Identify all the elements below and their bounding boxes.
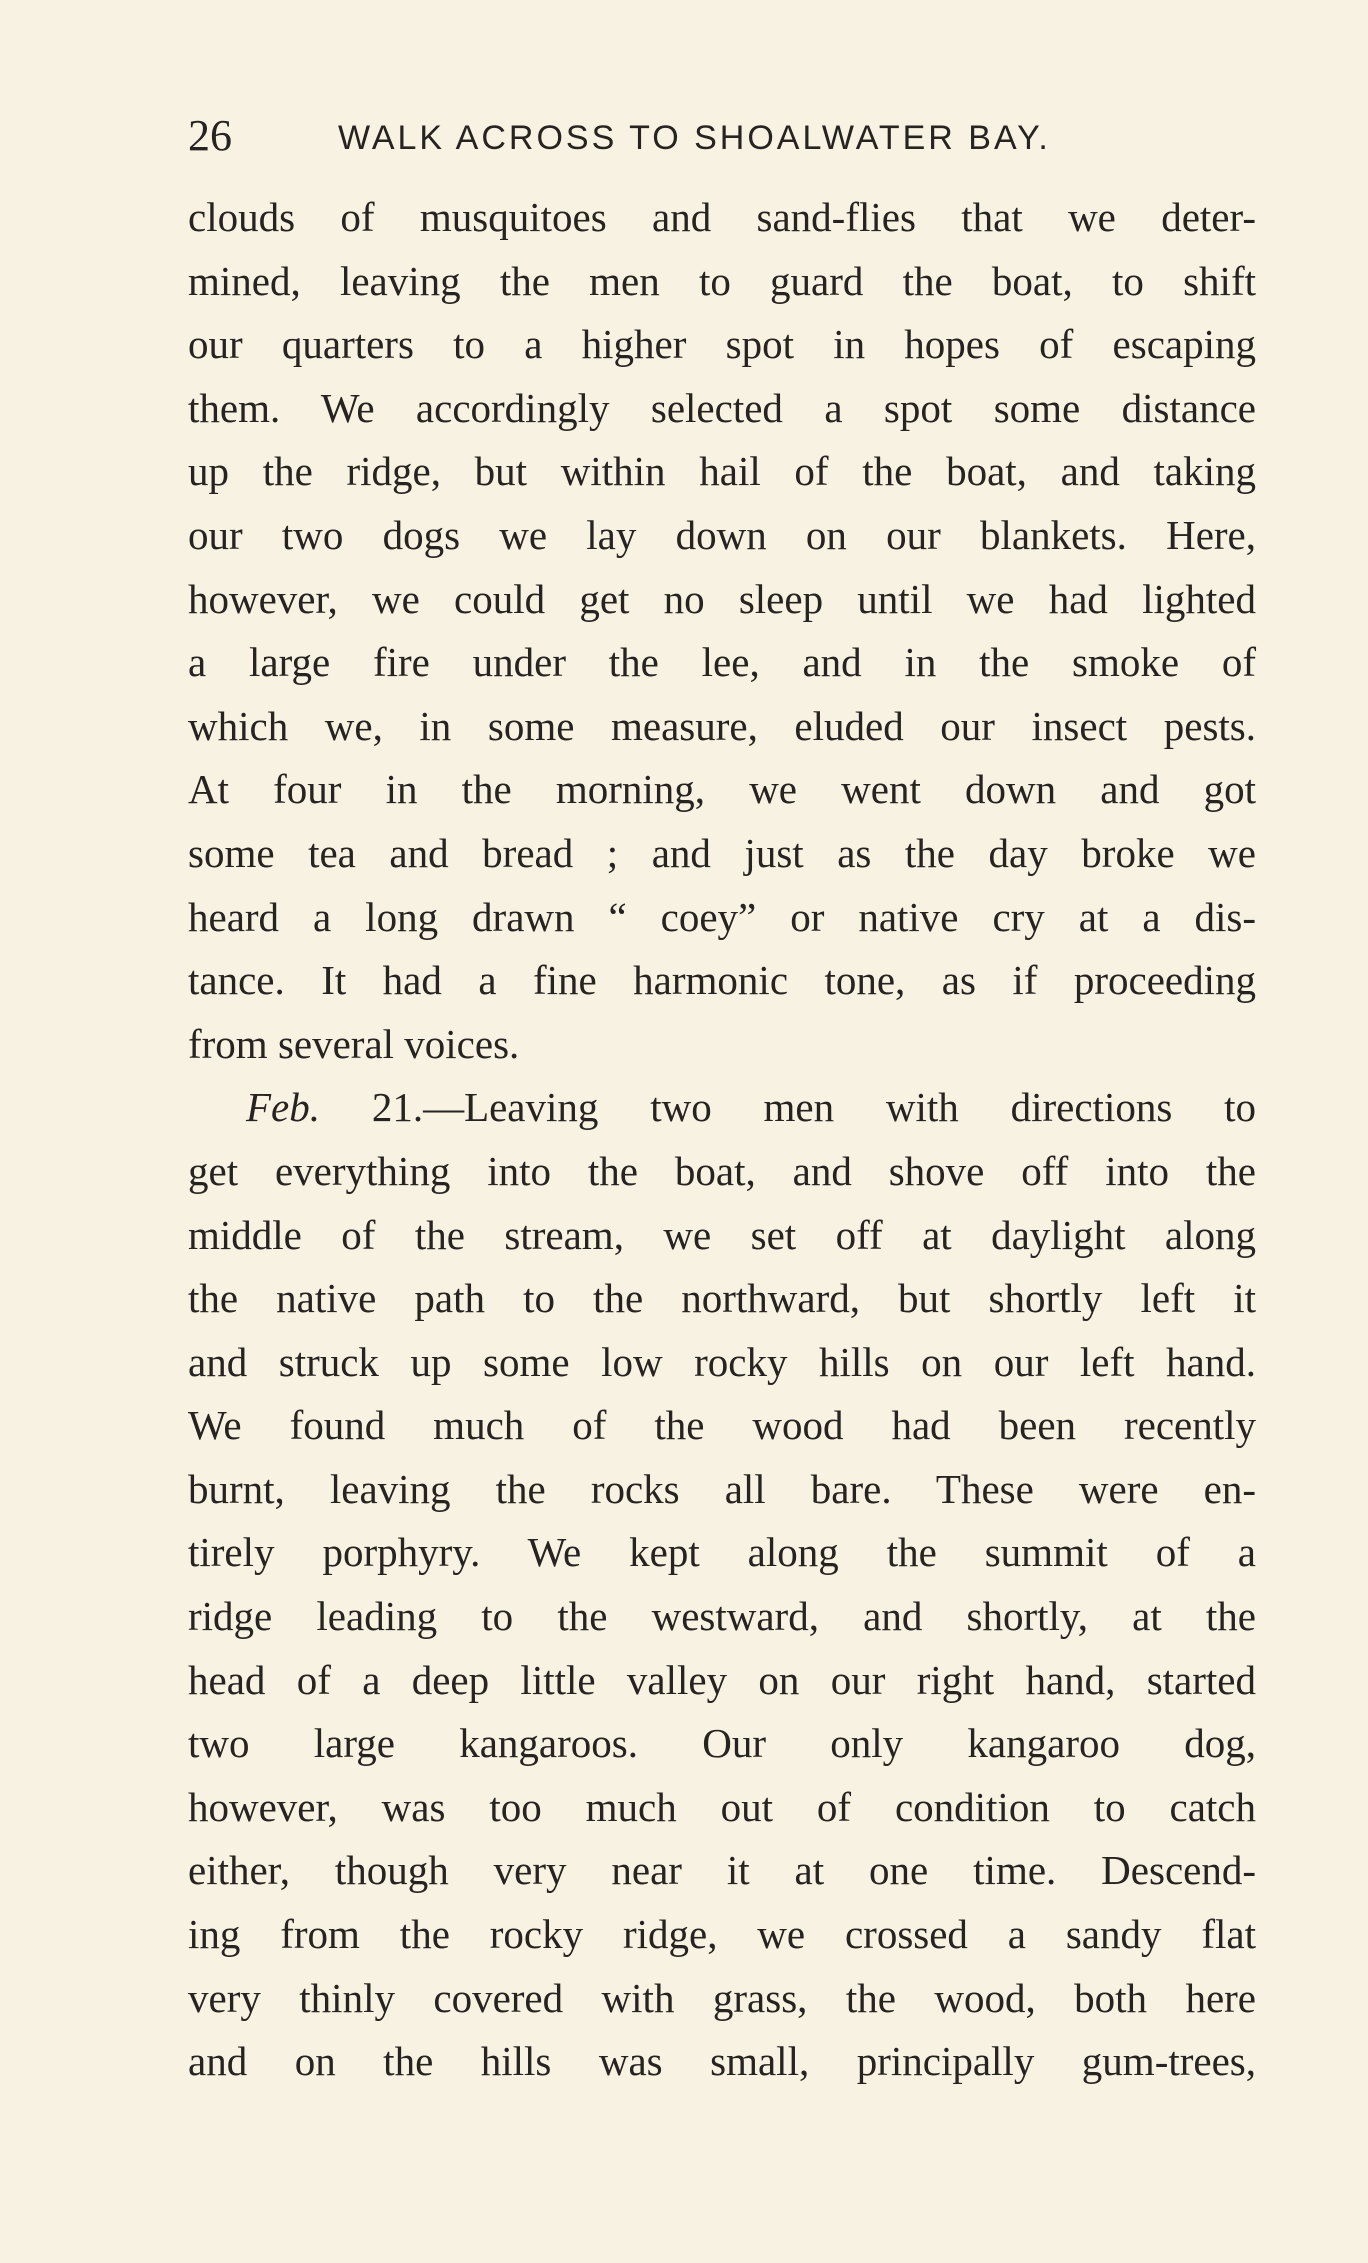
text-line: from several voices. [188, 1020, 520, 1067]
page-number: 26 [188, 111, 232, 160]
text-line: and struck up some low rocky hills on our left hand. [188, 1338, 1256, 1385]
text-line-fragment: 21.—Leaving two men with directions to [371, 1084, 1256, 1131]
text-line: burnt, leaving the rocks all bare. These were en- [188, 1465, 1256, 1512]
running-title: WALK ACROSS TO SHOALWATER BAY. [338, 119, 1051, 157]
text-line: clouds of musquitoes and sand-flies that we deter- [188, 194, 1256, 240]
dated-paragraph-line [188, 1076, 1256, 1140]
text-line: however, was too much out of condition to catch [188, 1783, 1256, 1830]
text-line: a large fire under the lee, and in the smoke of [188, 639, 1256, 686]
text-line: two large kangaroos. Our only kangaroo dog, [188, 1720, 1256, 1767]
text-line: the native path to the northward, but shortly left it [188, 1275, 1256, 1322]
text-line: up the ridge, but within hail of the boat, and taking [188, 448, 1256, 495]
text-line: mined, leaving the men to guard the boat, to shift [188, 257, 1256, 304]
text-line: ridge leading to the westward, and shortly, at the [188, 1593, 1256, 1640]
text-line: middle of the stream, we set off at daylight along [188, 1211, 1256, 1258]
text-line: them. We accordingly selected a spot some distance [188, 384, 1256, 431]
text-line: get everything into the boat, and shove off into the [188, 1147, 1256, 1194]
text-line: tirely porphyry. We kept along the summit of a [188, 1529, 1256, 1576]
text-line: At four in the morning, we went down and got [188, 766, 1256, 813]
text-line: our quarters to a higher spot in hopes of escaping [188, 321, 1256, 368]
text-line: tance. It had a fine harmonic tone, as if proceeding [188, 957, 1256, 1004]
running-head [188, 108, 1258, 168]
text-line: either, though very near it at one time. Descend- [188, 1847, 1256, 1894]
text-line: very thinly covered with grass, the wood, both here [188, 1974, 1256, 2021]
text-line: and on the hills was small, principally gum-trees, [188, 2038, 1256, 2085]
text-line: however, we could get no sleep until we had lighted [188, 575, 1256, 622]
text-line: We found much of the wood had been recently [188, 1402, 1256, 1449]
text-line: ing from the rocky ridge, we crossed a sandy flat [188, 1911, 1256, 1958]
text-line: our two dogs we lay down on our blankets. Here, [188, 511, 1256, 558]
text-line: some tea and bread ; and just as the day broke we [188, 829, 1256, 876]
text-line: heard a long drawn “ coey” or native cry at a dis- [188, 893, 1256, 940]
body-text [188, 186, 1256, 2094]
date-label: Feb. [246, 1084, 320, 1131]
text-line: which we, in some measure, eluded our insect pests. [188, 702, 1256, 749]
text-line: head of a deep little valley on our right hand, started [188, 1656, 1256, 1703]
